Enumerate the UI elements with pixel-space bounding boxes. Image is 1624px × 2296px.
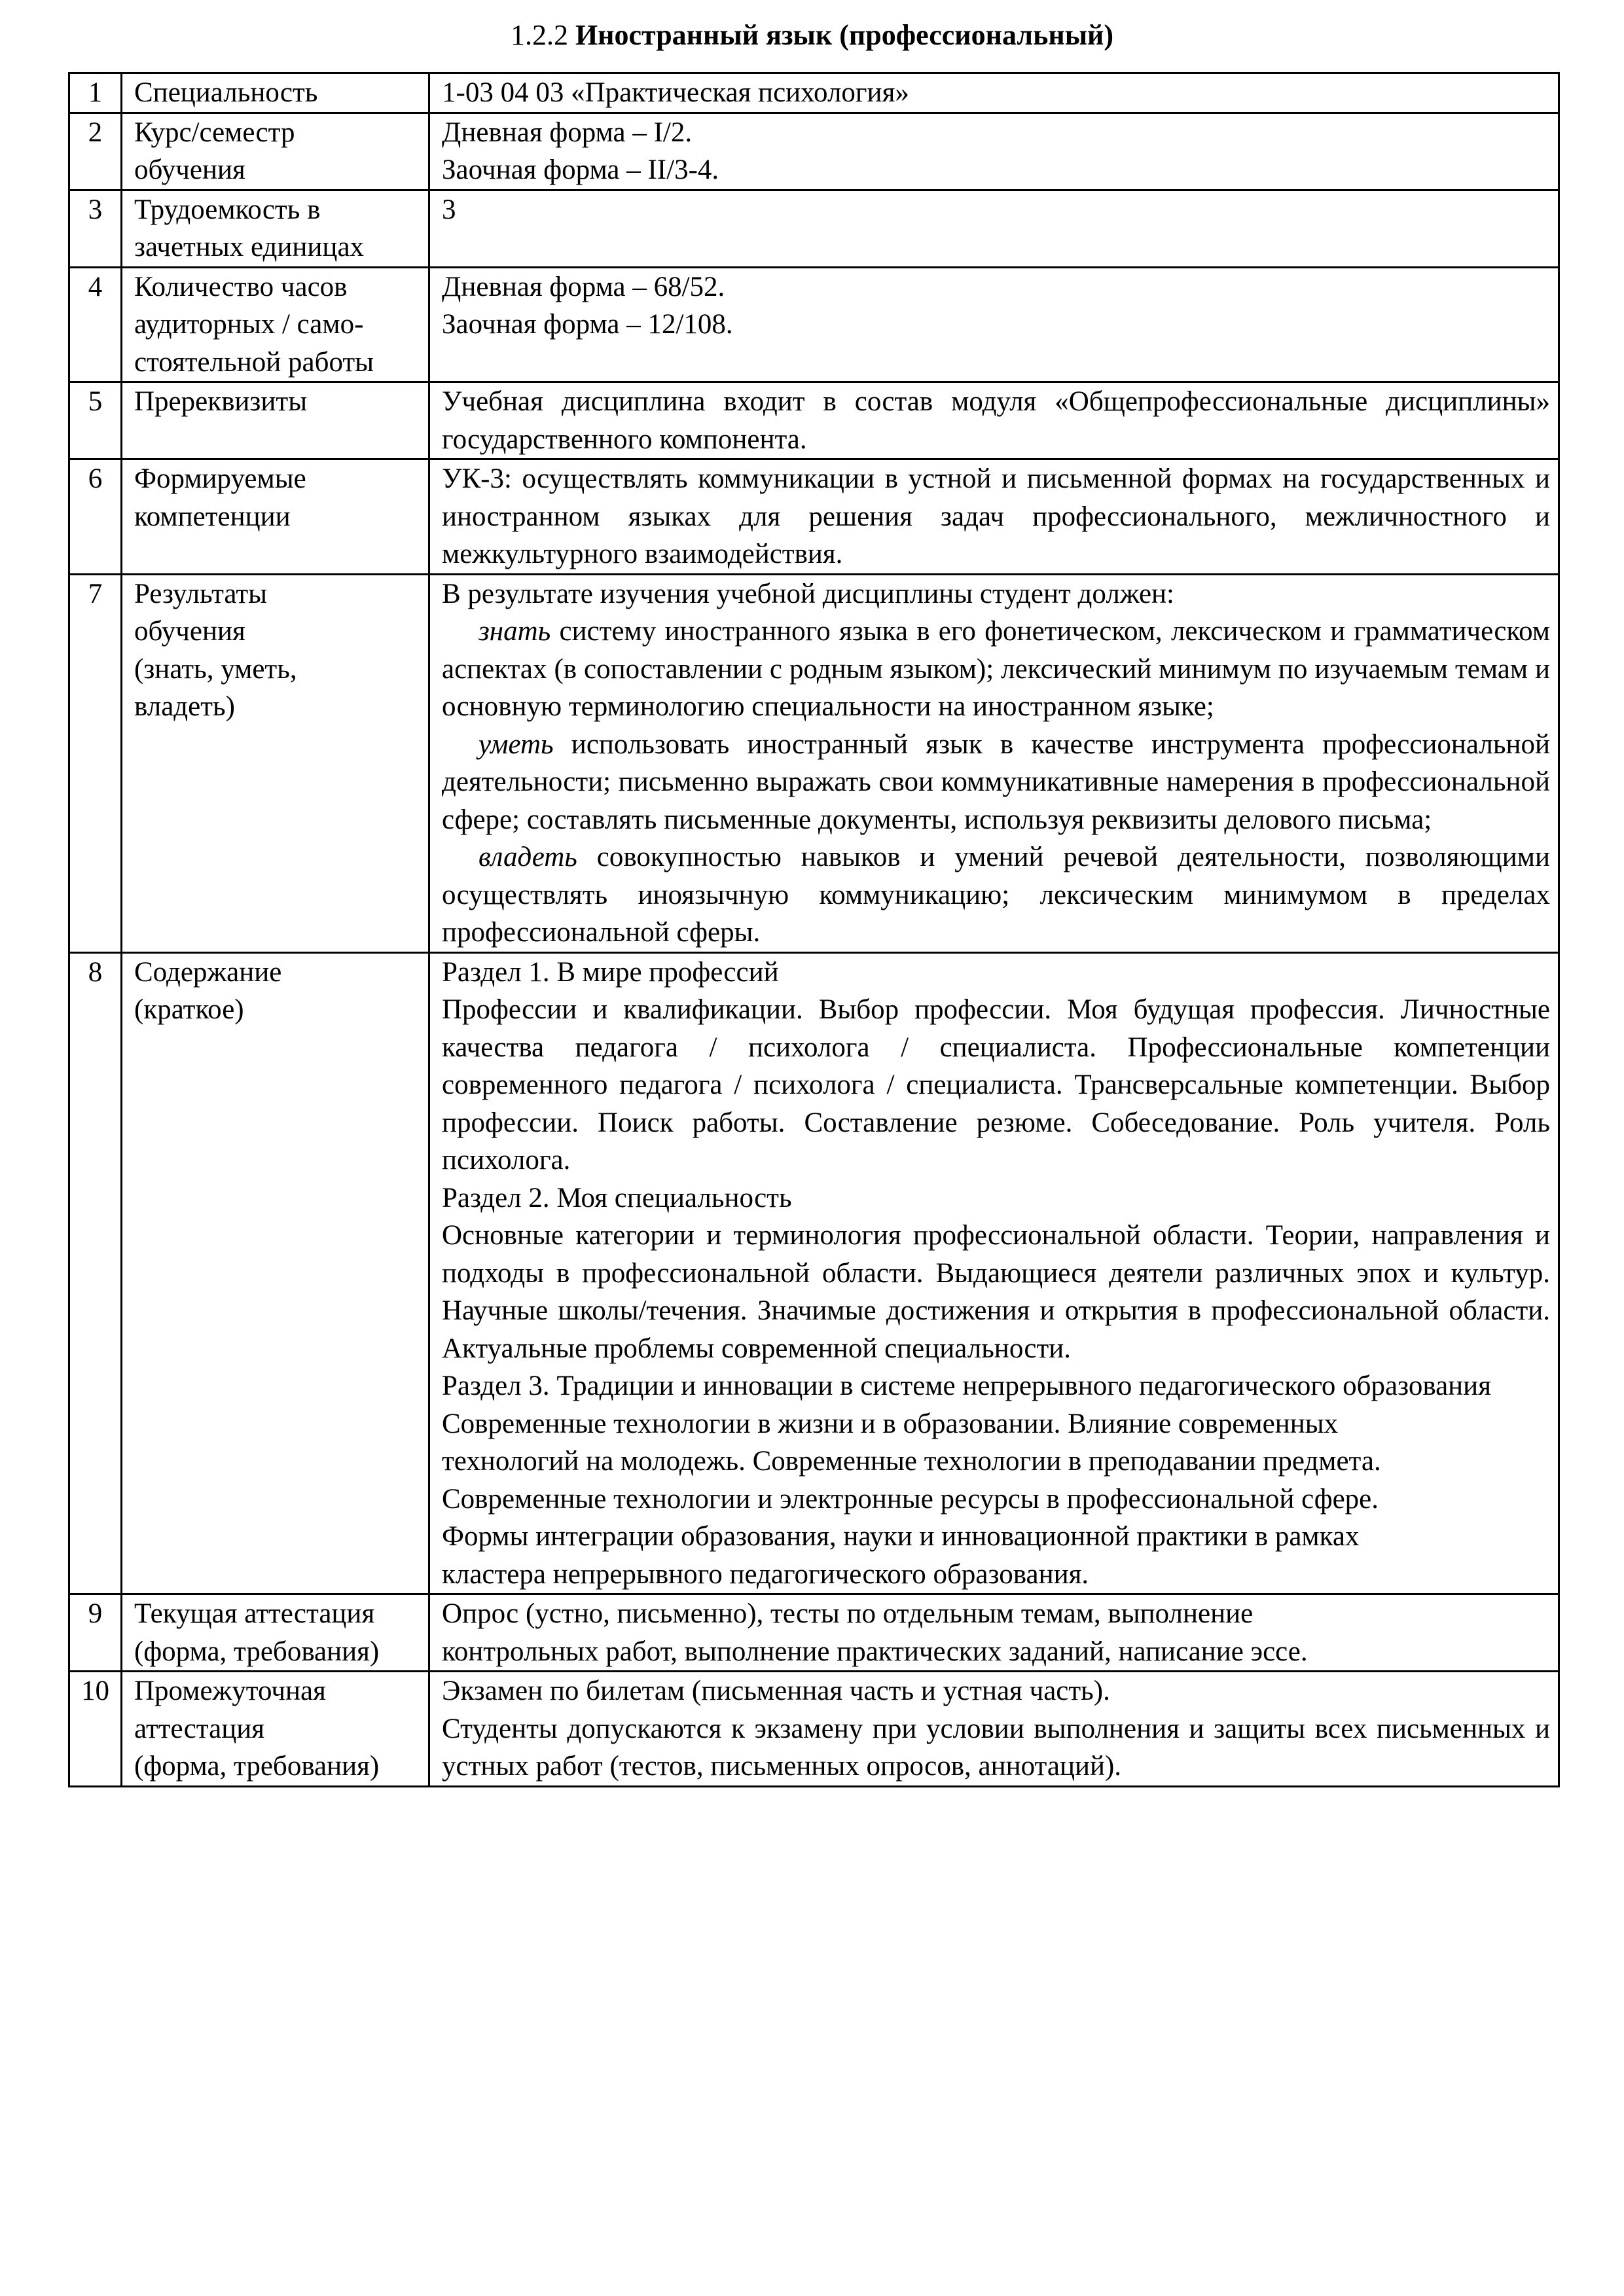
- row-label: [122, 574, 429, 952]
- table-row: [69, 952, 1559, 1594]
- row-label-line: Формируемые: [134, 463, 306, 494]
- outcome-text: использовать иностранный язык в качестве инструмента профессиональной деятельности; письменно выражать свои коммуникативные намерения в профессиональной сфере; составлять письменные документы, используя реквизиты делового письма;: [442, 728, 1550, 835]
- row-value-line: 3: [442, 194, 456, 225]
- row-value-line: Дневная форма – I/2.: [442, 117, 693, 148]
- row-label-line: Пререквизиты: [134, 386, 308, 417]
- row-label: [122, 1672, 429, 1787]
- section-heading: Раздел 1. В мире профессий: [442, 956, 779, 988]
- row-label: [122, 459, 429, 575]
- section-text: Основные категории и терминология профессиональной области. Теории, направления и подходы в профессиональной области. Выдающиеся деятели различных эпох и культур. Научные школы/течения. Значимые достижения и открытия в профессиональной области. Актуальные проблемы современной специальности.: [442, 1220, 1550, 1364]
- row-label-line: (знать, уметь,: [134, 653, 297, 685]
- row-value: [429, 190, 1559, 267]
- table-row: [69, 1594, 1559, 1672]
- row-value: [429, 382, 1559, 459]
- syllabus-table: [68, 72, 1560, 1787]
- row-value-line: Заочная форма – II/3-4.: [442, 154, 719, 185]
- row-label-line: обучения: [134, 154, 245, 185]
- outcome-keyword: уметь: [478, 728, 554, 760]
- row-label-line: аудиторных / само-: [134, 309, 364, 340]
- row-label-line: (форма, требования): [134, 1751, 380, 1782]
- row-value-line: контрольных работ, выполнение практических заданий, написание эссе.: [442, 1636, 1308, 1667]
- table-row: [69, 267, 1559, 382]
- row-label-line: аттестация: [134, 1713, 265, 1744]
- row-value-paragraph: Студенты допускаются к экзамену при условии выполнения и защиты всех письменных и устных работ (тестов, письменных опросов, аннотаций).: [442, 1713, 1550, 1782]
- section-heading: Раздел 3. Традиции и инновации в системе непрерывного педагогического образования: [442, 1371, 1491, 1401]
- row-label: [122, 1594, 429, 1672]
- row-label: [122, 952, 429, 1594]
- title-name: Иностранный язык (профессиональный): [575, 19, 1114, 51]
- row-value-line: Дневная форма – 68/52.: [442, 271, 725, 302]
- row-label-line: владеть): [134, 691, 235, 722]
- table-row: [69, 459, 1559, 575]
- row-label: [122, 190, 429, 267]
- outcome-item: [442, 613, 1550, 726]
- row-value-paragraph: УК-3: осуществлять коммуникации в устной и письменной формах на государственных и иностранном языках для решения задач профессионального, межличностного и межкультурного взаимодействия.: [442, 463, 1550, 569]
- outcomes-intro: В результате изучения учебной дисциплины студент должен:: [442, 578, 1175, 609]
- row-value-line: Опрос (устно, письменно), тесты по отдельным темам, выполнение: [442, 1598, 1254, 1629]
- row-label-line: Результаты: [134, 578, 268, 609]
- row-value: [429, 1594, 1559, 1672]
- row-number: 7: [69, 574, 122, 952]
- row-number: 10: [69, 1672, 122, 1787]
- row-value: [429, 952, 1559, 1594]
- row-label-line: стоятельной работы: [134, 346, 374, 378]
- row-number: 9: [69, 1594, 122, 1672]
- table-row: [69, 190, 1559, 267]
- row-label-line: Количество часов: [134, 271, 348, 302]
- row-number: 5: [69, 382, 122, 459]
- outcome-text: систему иностранного языка в его фонетическом, лексическом и грамматическом аспектах (в сопоставлении с родным языком); лексический минимум по изучаемым темам и основную терминологию специальности на иностранном языке;: [442, 616, 1550, 722]
- row-label-line: зачетных единицах: [134, 232, 365, 262]
- row-value: [429, 1672, 1559, 1787]
- row-label-line: Специальность: [134, 77, 318, 108]
- row-value: [429, 574, 1559, 952]
- row-label-line: Курс/семестр: [134, 117, 295, 148]
- section-text-line: Современные технологии и электронные ресурсы в профессиональной сфере.: [442, 1483, 1379, 1515]
- outcome-text: совокупностью навыков и умений речевой деятельности, позволяющими осуществлять иноязычную коммуникацию; лексическим минимумом в пределах профессиональной сферы.: [442, 842, 1550, 948]
- section-text-line: технологий на молодежь. Современные технологии в преподавании предмета.: [442, 1446, 1381, 1477]
- row-value-line: 1-03 04 03 «Практическая психология»: [442, 77, 909, 108]
- page-title: [0, 16, 1624, 55]
- row-label-line: Текущая аттестация: [134, 1598, 375, 1629]
- row-value: [429, 267, 1559, 382]
- table-row: [69, 73, 1559, 113]
- row-label-line: (форма, требования): [134, 1636, 380, 1667]
- table-row: [69, 113, 1559, 190]
- section-text-line: кластера непрерывного педагогического образования.: [442, 1558, 1089, 1590]
- row-label: [122, 267, 429, 382]
- row-label: [122, 113, 429, 190]
- outcome-item: [442, 726, 1550, 839]
- row-number: 4: [69, 267, 122, 382]
- outcome-item: [442, 838, 1550, 952]
- outcome-keyword: владеть: [478, 842, 577, 872]
- table-row: [69, 1672, 1559, 1787]
- row-value: [429, 459, 1559, 575]
- section-text-line: Формы интеграции образования, науки и инновационной практики в рамках: [442, 1521, 1360, 1552]
- row-label-line: Промежуточная: [134, 1676, 326, 1706]
- row-value-line: Заочная форма – 12/108.: [442, 309, 733, 340]
- row-value-line: Экзамен по билетам (письменная часть и устная часть).: [442, 1676, 1110, 1706]
- row-label-line: компетенции: [134, 501, 291, 532]
- table-row: [69, 382, 1559, 459]
- row-label-line: Содержание: [134, 956, 282, 988]
- section-heading: Раздел 2. Моя специальность: [442, 1182, 792, 1213]
- row-label: [122, 73, 429, 113]
- row-number: 3: [69, 190, 122, 267]
- row-label-line: Трудоемкость в: [134, 194, 321, 225]
- row-label-line: обучения: [134, 616, 245, 647]
- row-value: [429, 113, 1559, 190]
- section-text: Профессии и квалификации. Выбор профессии. Моя будущая профессия. Личностные качества педагога / психолога / специалиста. Профессиональные компетенции современного педагога / психолога / специалиста. Трансверсальные компетенции. Выбор профессии. Поиск работы. Составление резюме. Собеседование. Роль учителя. Роль психолога.: [442, 994, 1550, 1175]
- row-label: [122, 382, 429, 459]
- row-value-paragraph: Учебная дисциплина входит в состав модуля «Общепрофессиональные дисциплины» государственного компонента.: [442, 386, 1550, 455]
- row-number: 1: [69, 73, 122, 113]
- row-number: 6: [69, 459, 122, 575]
- row-label-line: (краткое): [134, 994, 244, 1025]
- row-number: 8: [69, 952, 122, 1594]
- row-value: [429, 73, 1559, 113]
- outcome-keyword: знать: [478, 616, 551, 647]
- table-row: [69, 574, 1559, 952]
- section-text-line: Современные технологии в жизни и в образовании. Влияние современных: [442, 1408, 1339, 1439]
- title-number: 1.2.2: [510, 19, 568, 51]
- row-number: 2: [69, 113, 122, 190]
